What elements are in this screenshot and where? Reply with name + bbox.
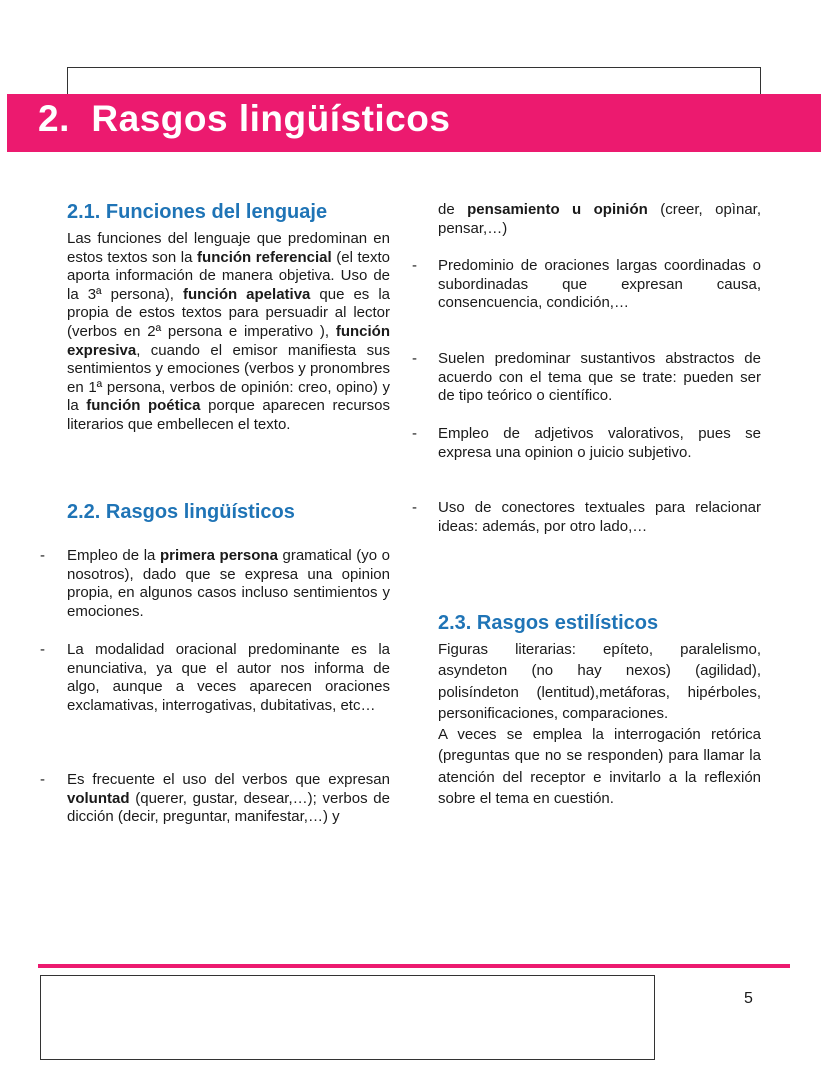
bullet-dash: - [412,499,417,516]
list-item: Uso de conectores textuales para relacionar ideas: además, por otro lado,… [438,499,761,535]
section-2-2 [67,500,390,524]
list-item: Empleo de la primera persona gramatical (yo o nosotros), dado que se expresa una opinion propia, en algunos casos incluso sentimientos y emociones. [67,547,390,620]
section-title: 2. Rasgos lingüísticos [38,98,451,139]
section-2-1-heading: 2.1. Funciones del lenguaje [67,201,328,223]
list-item: Suelen predominar sustantivos abstractos de acuerdo con el tema que se trate: pueden ser de tipo teórico o científico. [438,350,761,405]
list-item: Predominio de oraciones largas coordinadas o subordinadas que expresan causa, consencuencia, condición,… [438,257,761,312]
bullet-dash: - [40,547,45,564]
bullet-dash: - [412,425,417,442]
bullet-dash: - [412,350,417,367]
section-2-3-paragraph: A veces se emplea la interrogación retórica (preguntas que no se responden) para llamar la atención del receptor e invitarlo a la reflexión sobre el tema en cuestión. [438,726,761,808]
bullet-dash: - [40,641,45,658]
section-2-2-heading: 2.2. Rasgos lingüísticos [67,501,295,523]
list-item-continuation: de pensamiento u opinión (creer, opìnar, pensar,…) [438,201,761,237]
header-frame [67,67,761,95]
bullet-dash: - [412,257,417,274]
list-item: Empleo de adjetivos valorativos, pues se expresa una opinion o juicio subjetivo. [438,425,761,461]
section-2-3 [438,611,761,809]
footer-rule [38,964,790,968]
list-item: Es frecuente el uso del verbos que expresan voluntad (querer, gustar, desear,…); verbos de dicción (decir, preguntar, manifestar,…) y [67,771,390,826]
section-2-3-paragraph: Figuras literarias: epíteto, paralelismo, asyndeton (no hay nexos) (agilidad), polisíndeton (lentitud),metáforas, hipérboles, personificaciones, comparaciones. [438,641,761,722]
section-2-3-heading: 2.3. Rasgos estilísticos [438,612,659,634]
footer-frame [40,975,655,1060]
section-2-1 [67,200,390,435]
list-item: La modalidad oracional predominante es la enunciativa, ya que el autor nos informa de algo, aunque a veces aparecen oraciones exclamativas, interrogativas, dubitativas, etc… [67,641,390,714]
page-number: 5 [744,990,753,1007]
section-2-1-paragraph: Las funciones del lenguaje que predominan en estos textos son la función referencial (el texto aporta información de manera objetiva. Uso de la 3ª persona), función apelativa que es la propia de estos textos para persuadir al lector (verbos en 2ª persona e imperativo ), función expresiva, cuando el emisor manifiesta sus sentimientos y emociones (verbos y pronombres en 1ª persona, verbos de opinión: creo, opino) y la función poética porque aparecen recursos literarios que embellecen el texto. [67,230,391,433]
bullet-dash: - [40,771,45,788]
